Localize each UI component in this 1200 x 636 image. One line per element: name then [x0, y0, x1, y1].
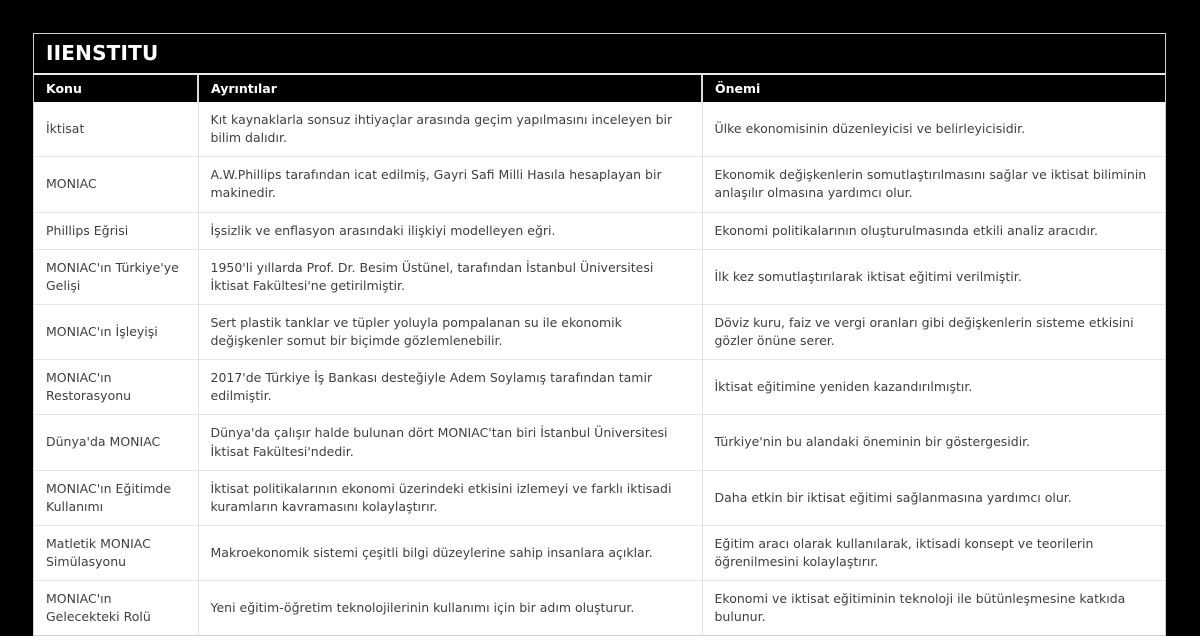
- content-card: [33, 33, 1166, 636]
- table-row: [34, 212, 1165, 249]
- cell-onemi: Döviz kuru, faiz ve vergi oranları gibi değişkenlerin sisteme etkisini gözler önüne serer.: [702, 304, 1165, 359]
- cell-ayrintilar: A.W.Phillips tarafından icat edilmiş, Gayri Safi Milli Hasıla hesaplayan bir makinedir.: [198, 157, 702, 212]
- column-header-ayrintilar: Ayrıntılar: [198, 75, 702, 102]
- cell-ayrintilar: İşsizlik ve enflasyon arasındaki ilişkiyi modelleyen eğri.: [198, 212, 702, 249]
- cell-ayrintilar: İktisat politikalarının ekonomi üzerindeki etkisini izlemeyi ve farklı iktisadi kuramların kavramasını kolaylaştırır.: [198, 470, 702, 525]
- cell-konu: MONIAC'ın Türkiye'ye Gelişi: [34, 249, 198, 304]
- table-row: [34, 102, 1165, 157]
- table-row: [34, 157, 1165, 212]
- header-row: [34, 75, 1165, 102]
- info-table: [34, 75, 1165, 635]
- table-row: [34, 525, 1165, 580]
- cell-konu: Phillips Eğrisi: [34, 212, 198, 249]
- cell-ayrintilar: Yeni eğitim-öğretim teknolojilerinin kullanımı için bir adım oluşturur.: [198, 581, 702, 636]
- column-header-konu: Konu: [34, 75, 198, 102]
- cell-ayrintilar: Makroekonomik sistemi çeşitli bilgi düzeylerine sahip insanlara açıklar.: [198, 525, 702, 580]
- cell-ayrintilar: Kıt kaynaklarla sonsuz ihtiyaçlar arasında geçim yapılmasını inceleyen bir bilim dalıdır.: [198, 102, 702, 157]
- page-title: IIENSTITU: [34, 34, 1165, 75]
- cell-konu: MONIAC'ın Restorasyonu: [34, 360, 198, 415]
- cell-onemi: İktisat eğitimine yeniden kazandırılmıştır.: [702, 360, 1165, 415]
- column-header-onemi: Önemi: [702, 75, 1165, 102]
- cell-ayrintilar: Sert plastik tanklar ve tüpler yoluyla pompalanan su ile ekonomik değişkenler somut bir biçimde gözlemlenebilir.: [198, 304, 702, 359]
- cell-ayrintilar: Dünya'da çalışır halde bulunan dört MONIAC'tan biri İstanbul Üniversitesi İktisat Fakültesi'ndedir.: [198, 415, 702, 470]
- cell-onemi: İlk kez somutlaştırılarak iktisat eğitimi verilmiştir.: [702, 249, 1165, 304]
- cell-konu: MONIAC: [34, 157, 198, 212]
- table-row: [34, 360, 1165, 415]
- cell-konu: Matletik MONIAC Simülasyonu: [34, 525, 198, 580]
- table-row: [34, 470, 1165, 525]
- table-row: [34, 249, 1165, 304]
- table-body: [34, 102, 1165, 635]
- table-header: [34, 75, 1165, 102]
- cell-ayrintilar: 1950'li yıllarda Prof. Dr. Besim Üstünel, tarafından İstanbul Üniversitesi İktisat Fakültesi'ne getirilmiştir.: [198, 249, 702, 304]
- cell-konu: MONIAC'ın Eğitimde Kullanımı: [34, 470, 198, 525]
- cell-onemi: Ülke ekonomisinin düzenleyicisi ve belirleyicisidir.: [702, 102, 1165, 157]
- cell-onemi: Daha etkin bir iktisat eğitimi sağlanmasına yardımcı olur.: [702, 470, 1165, 525]
- table-row: [34, 581, 1165, 636]
- cell-onemi: Ekonomik değişkenlerin somutlaştırılmasını sağlar ve iktisat biliminin anlaşılır olmasına yardımcı olur.: [702, 157, 1165, 212]
- cell-konu: MONIAC'ın Gelecekteki Rolü: [34, 581, 198, 636]
- table-row: [34, 304, 1165, 359]
- table-row: [34, 415, 1165, 470]
- cell-konu: İktisat: [46, 121, 85, 137]
- cell-onemi: Ekonomi politikalarının oluşturulmasında etkili analiz aracıdır.: [702, 212, 1165, 249]
- cell-onemi: Eğitim aracı olarak kullanılarak, iktisadi konsept ve teorilerin öğrenilmesini kolaylaştırır.: [702, 525, 1165, 580]
- cell-konu: Dünya'da MONIAC: [34, 415, 198, 470]
- cell-konu: MONIAC'ın İşleyişi: [34, 304, 198, 359]
- cell-onemi: Ekonomi ve iktisat eğitiminin teknoloji ile bütünleşmesine katkıda bulunur.: [702, 581, 1165, 636]
- cell-onemi: Türkiye'nin bu alandaki öneminin bir göstergesidir.: [702, 415, 1165, 470]
- cell-ayrintilar: 2017'de Türkiye İş Bankası desteğiyle Adem Soylamış tarafından tamir edilmiştir.: [198, 360, 702, 415]
